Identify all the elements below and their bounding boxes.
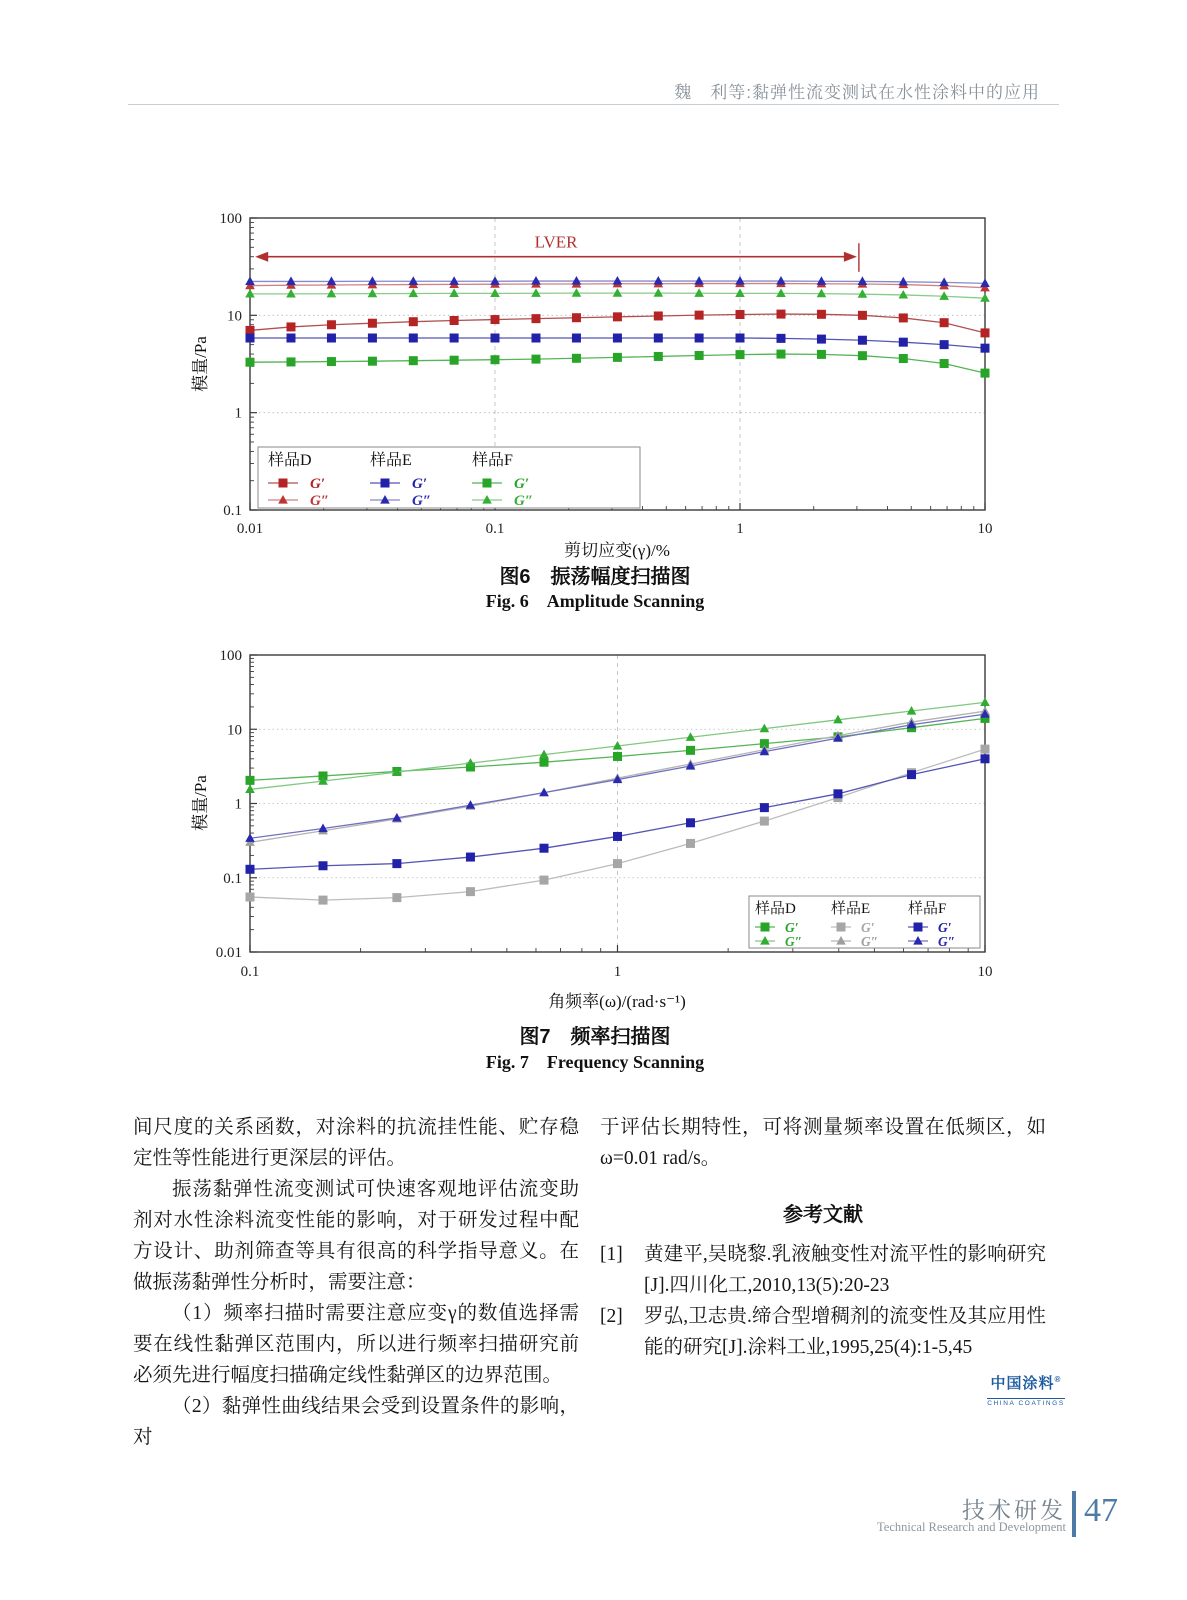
legend bbox=[258, 447, 640, 509]
legend-entry-label: G″ bbox=[938, 934, 956, 949]
x-tick-label: 10 bbox=[977, 964, 993, 980]
x-tick-label: 1 bbox=[736, 521, 744, 537]
x-tick-label: 0.01 bbox=[236, 521, 264, 537]
china-coatings-logo bbox=[980, 1372, 1072, 1410]
references-heading: 参考文献 bbox=[783, 1204, 863, 1226]
legend-sample-label: 样品E bbox=[831, 901, 871, 917]
legend-sample-label: 样品D bbox=[755, 901, 796, 917]
paragraph: 间尺度的关系函数，对涂料的抗流挂性能、贮存稳定性等性能进行更深层的评估。 bbox=[133, 1117, 579, 1169]
legend-sample-label: 样品E bbox=[370, 452, 412, 469]
y-tick-label: 0.1 bbox=[223, 503, 242, 519]
x-axis-title: 剪切应变(γ)/% bbox=[564, 541, 670, 560]
legend-entry-label: G′ bbox=[310, 476, 326, 492]
reference-text: 罗弘,卫志贵.缔合型增稠剂的流变性及其应用性能的研究[J].涂料工业,1995,25(4):1-5,45 bbox=[644, 1306, 1046, 1358]
reference-number: [2] bbox=[600, 1306, 623, 1327]
figure7-frequency-scan-chart bbox=[130, 630, 1030, 1020]
footer-section-subtitle: Technical Research and Development bbox=[877, 1520, 1066, 1534]
series-样品E-G′ bbox=[246, 333, 990, 352]
legend-entry-label: G′ bbox=[938, 920, 952, 935]
legend-sample-label: 样品D bbox=[268, 452, 312, 469]
paragraph: 振荡黏弹性流变测试可快速客观地评估流变助剂对水性涂料流变性能的影响，对于研发过程中配方设计、助剂筛查等具有很高的科学指导意义。在做振荡黏弹性分析时，需要注意： bbox=[133, 1179, 579, 1293]
lver-label: LVER bbox=[534, 232, 578, 252]
legend-entry-label: G″ bbox=[785, 934, 803, 949]
x-axis-title: 角频率(ω)/(rad·s⁻¹) bbox=[548, 992, 686, 1011]
y-tick-label: 10 bbox=[227, 722, 242, 739]
y-tick-label: 100 bbox=[219, 648, 242, 664]
y-tick-label: 0.01 bbox=[215, 945, 242, 961]
y-tick-label: 10 bbox=[227, 308, 242, 325]
legend-entry-label: G′ bbox=[785, 920, 799, 935]
logo-name-en: CHINA COATINGS bbox=[987, 1400, 1065, 1407]
y-tick-label: 1 bbox=[234, 405, 242, 422]
y-axis-title: 模量/Pa bbox=[191, 775, 210, 831]
series-样品F-G″ bbox=[245, 288, 990, 302]
legend-sample-label: 样品F bbox=[472, 452, 513, 469]
legend-entry-label: G′ bbox=[514, 476, 530, 492]
reference-text: 黄建平,吴晓黎.乳液触变性对流平性的影响研究[J].四川化工,2010,13(5):20-23 bbox=[644, 1244, 1046, 1296]
figure6-caption-zh: 图6 振荡幅度扫描图 bbox=[499, 566, 691, 588]
body-right-column bbox=[600, 1112, 1046, 1363]
logo-name-zh: 中国涂料® bbox=[990, 1375, 1062, 1392]
lver-annotation bbox=[255, 233, 859, 272]
running-header: 魏 利等:黏弹性流变测试在水性涂料中的应用 bbox=[674, 83, 1040, 102]
x-tick-label: 0.1 bbox=[485, 521, 505, 537]
x-tick-label: 1 bbox=[613, 964, 622, 980]
registered-mark-icon: ® bbox=[1054, 1375, 1062, 1384]
figure6-caption-en: Fig. 6 Amplitude Scanning bbox=[485, 591, 705, 611]
figure7-caption-en: Fig. 7 Frequency Scanning bbox=[485, 1052, 705, 1072]
legend-entry-label: G″ bbox=[412, 493, 432, 509]
series-样品D-G′ bbox=[246, 310, 990, 338]
y-tick-label: 1 bbox=[234, 796, 242, 813]
footer-section-title: 技术研发 bbox=[962, 1497, 1066, 1523]
x-tick-label: 10 bbox=[977, 521, 993, 537]
header-divider bbox=[128, 104, 1059, 105]
paragraph: （2）黏弹性曲线结果会受到设置条件的影响，对 bbox=[133, 1396, 579, 1448]
legend-entry-label: G″ bbox=[861, 934, 879, 949]
figure6-amplitude-scan-chart bbox=[130, 185, 1030, 580]
figure7-caption-zh: 图7 频率扫描图 bbox=[519, 1026, 671, 1048]
legend-entry-label: G′ bbox=[861, 920, 875, 935]
legend-entry-label: G′ bbox=[412, 476, 428, 492]
reference-number: [1] bbox=[600, 1244, 623, 1265]
y-tick-label: 0.1 bbox=[223, 870, 242, 887]
body-left-column bbox=[133, 1112, 579, 1453]
page-number: 47 bbox=[1084, 1492, 1118, 1529]
footer-divider-bar bbox=[1072, 1491, 1076, 1537]
x-tick-label: 0.1 bbox=[240, 964, 260, 980]
series-样品F-G′ bbox=[246, 350, 990, 378]
legend-entry-label: G″ bbox=[514, 493, 534, 509]
legend bbox=[749, 896, 980, 949]
paragraph: 于评估长期特性，可将测量频率设置在低频区，如ω=0.01 rad/s。 bbox=[600, 1117, 1046, 1169]
reference-item bbox=[600, 1301, 1046, 1363]
paragraph: （1）频率扫描时需要注意应变γ的数值选择需要在线性黏弹区范围内，所以进行频率扫描研究前必须先进行幅度扫描确定线性黏弹区的边界范围。 bbox=[133, 1303, 579, 1386]
y-tick-label: 100 bbox=[219, 211, 242, 227]
legend-sample-label: 样品F bbox=[908, 901, 947, 917]
y-axis-title: 模量/Pa bbox=[191, 336, 210, 392]
legend-entry-label: G″ bbox=[310, 493, 330, 509]
reference-item bbox=[600, 1239, 1046, 1301]
